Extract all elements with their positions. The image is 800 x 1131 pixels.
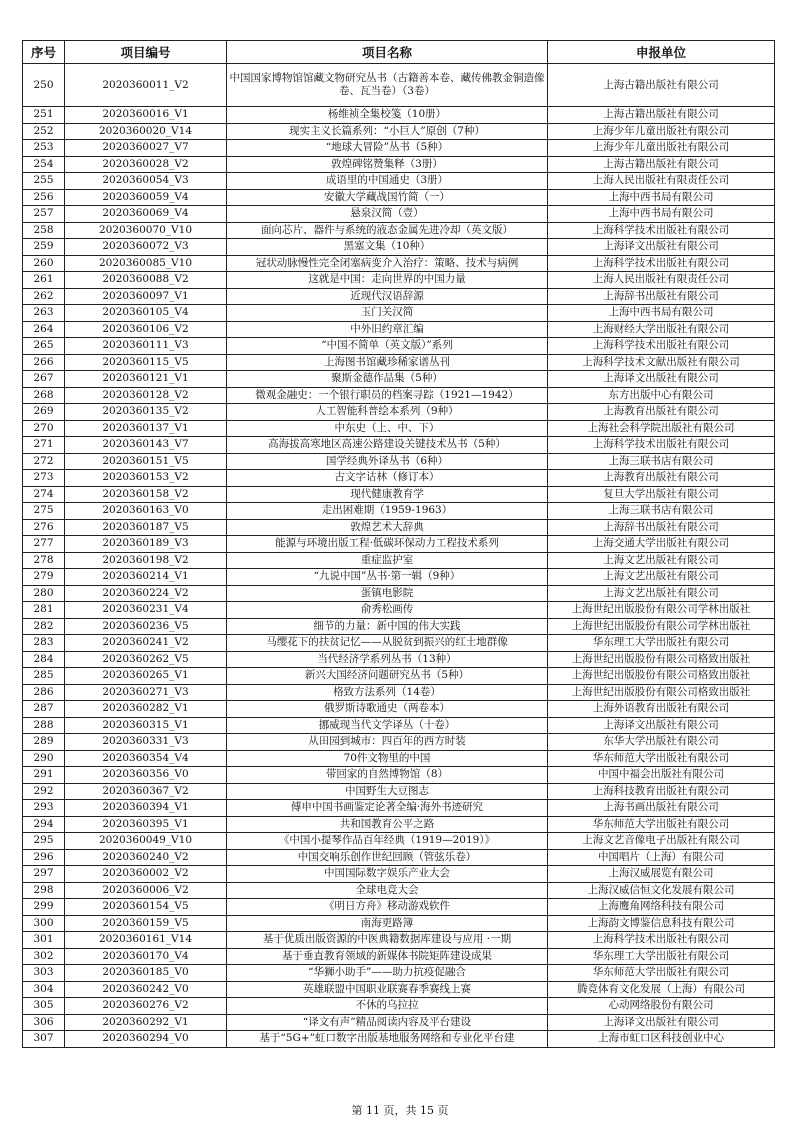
- row-applicant-unit: 东华大学出版社有限公司: [548, 734, 775, 751]
- table-row: [23, 272, 775, 289]
- row-applicant-unit: 上海文艺出版社有限公司: [548, 552, 775, 569]
- row-index: 255: [23, 173, 65, 190]
- row-project-name: 《明日方舟》移动游戏软件: [227, 899, 548, 916]
- row-project-name: 格致方法系列（14卷）: [227, 684, 548, 701]
- row-project-code: 2020360151_V5: [65, 453, 227, 470]
- row-project-code: 2020360276_V2: [65, 998, 227, 1015]
- row-applicant-unit: 上海世纪出版股份有限公司学林出版社: [548, 618, 775, 635]
- row-project-code: 2020360069_V4: [65, 206, 227, 223]
- row-project-code: 2020360072_V3: [65, 239, 227, 256]
- row-project-code: 2020360231_V4: [65, 602, 227, 619]
- row-applicant-unit: 上海中西书局有限公司: [548, 206, 775, 223]
- row-index: 300: [23, 915, 65, 932]
- row-project-code: 2020360111_V3: [65, 338, 227, 355]
- row-applicant-unit: 上海译文出版社有限公司: [548, 239, 775, 256]
- row-project-name: 能源与环境出版工程·低碳环保动力工程技术系列: [227, 536, 548, 553]
- table-row: [23, 519, 775, 536]
- row-project-name: 人工智能科普绘本系列（9种）: [227, 404, 548, 421]
- row-project-code: 2020360016_V1: [65, 107, 227, 124]
- table-row: [23, 833, 775, 850]
- row-project-name: 当代经济学系列丛书（13种）: [227, 651, 548, 668]
- row-index: 307: [23, 1031, 65, 1048]
- row-project-code: 2020360331_V3: [65, 734, 227, 751]
- row-applicant-unit: 上海科学技术出版社有限公司: [548, 437, 775, 454]
- row-applicant-unit: 上海财经大学出版社有限公司: [548, 321, 775, 338]
- row-project-code: 2020360367_V2: [65, 783, 227, 800]
- row-applicant-unit: 华东师范大学出版社有限公司: [548, 965, 775, 982]
- table-row: [23, 602, 775, 619]
- row-project-code: 2020360294_V0: [65, 1031, 227, 1048]
- row-index: 272: [23, 453, 65, 470]
- row-index: 286: [23, 684, 65, 701]
- row-applicant-unit: 上海三联书店有限公司: [548, 453, 775, 470]
- row-project-code: 2020360121_V1: [65, 371, 227, 388]
- row-project-name: 挪威现当代文学译丛（十卷）: [227, 717, 548, 734]
- table-row: [23, 453, 775, 470]
- row-index: 283: [23, 635, 65, 652]
- table-row: [23, 800, 775, 817]
- row-project-name: 敦煌碑铭赞集释（3册）: [227, 156, 548, 173]
- row-project-code: 2020360236_V5: [65, 618, 227, 635]
- row-index: 278: [23, 552, 65, 569]
- row-project-name: “九说中国”丛书·第一辑（9种）: [227, 569, 548, 586]
- row-project-code: 2020360059_V4: [65, 189, 227, 206]
- table-row: [23, 437, 775, 454]
- row-index: 288: [23, 717, 65, 734]
- row-project-name: 傅申中国书画鉴定论著全编·海外书迹研究: [227, 800, 548, 817]
- row-index: 277: [23, 536, 65, 553]
- row-applicant-unit: 上海世纪出版股份有限公司格致出版社: [548, 651, 775, 668]
- row-applicant-unit: 上海译文出版社有限公司: [548, 1014, 775, 1031]
- row-project-code: 2020360006_V2: [65, 882, 227, 899]
- row-project-name: 细节的力量：新中国的伟大实践: [227, 618, 548, 635]
- row-index: 267: [23, 371, 65, 388]
- row-project-code: 2020360189_V3: [65, 536, 227, 553]
- row-project-name: 全球电竞大会: [227, 882, 548, 899]
- row-applicant-unit: 华东理工大学出版社有限公司: [548, 948, 775, 965]
- table-row: [23, 635, 775, 652]
- row-project-name: 悬泉汉简（壹）: [227, 206, 548, 223]
- row-project-name: 成语里的中国通史（3册）: [227, 173, 548, 190]
- row-index: 274: [23, 486, 65, 503]
- table-row: [23, 255, 775, 272]
- row-index: 260: [23, 255, 65, 272]
- row-project-code: 2020360240_V2: [65, 849, 227, 866]
- row-project-code: 2020360054_V3: [65, 173, 227, 190]
- row-project-name: “华狮小助手”——助力抗疫促融合: [227, 965, 548, 982]
- row-index: 280: [23, 585, 65, 602]
- row-project-name: 蛋镇电影院: [227, 585, 548, 602]
- row-index: 270: [23, 420, 65, 437]
- row-index: 263: [23, 305, 65, 322]
- row-project-code: 2020360170_V4: [65, 948, 227, 965]
- table-row: [23, 618, 775, 635]
- row-project-name: 基于优质出版资源的中医典籍数据库建设与应用 ·一期: [227, 932, 548, 949]
- row-index: 301: [23, 932, 65, 949]
- row-project-code: 2020360011_V2: [65, 64, 227, 107]
- table-row: [23, 569, 775, 586]
- row-project-name: 带回家的自然博物馆（8）: [227, 767, 548, 784]
- row-index: 264: [23, 321, 65, 338]
- row-project-code: 2020360214_V1: [65, 569, 227, 586]
- row-applicant-unit: 上海古籍出版社有限公司: [548, 64, 775, 107]
- row-index: 290: [23, 750, 65, 767]
- row-applicant-unit: 上海鹰角网络科技有限公司: [548, 899, 775, 916]
- row-project-code: 2020360135_V2: [65, 404, 227, 421]
- row-applicant-unit: 上海交通大学出版社有限公司: [548, 536, 775, 553]
- table-row: [23, 1014, 775, 1031]
- table-header-row: [23, 41, 775, 64]
- row-project-code: 2020360187_V5: [65, 519, 227, 536]
- row-applicant-unit: 上海少年儿童出版社有限公司: [548, 123, 775, 140]
- table-row: [23, 189, 775, 206]
- table-row: [23, 64, 775, 107]
- row-project-code: 2020360154_V5: [65, 899, 227, 916]
- table-row: [23, 503, 775, 520]
- row-project-code: 2020360185_V0: [65, 965, 227, 982]
- row-index: 268: [23, 387, 65, 404]
- row-index: 285: [23, 668, 65, 685]
- row-project-name: 从田园到城市：四百年的西方时装: [227, 734, 548, 751]
- row-project-code: 2020360105_V4: [65, 305, 227, 322]
- row-project-name: 新兴大国经济问题研究丛书（5种）: [227, 668, 548, 685]
- row-applicant-unit: 上海科学技术出版社有限公司: [548, 222, 775, 239]
- table-row: [23, 750, 775, 767]
- row-index: 253: [23, 140, 65, 157]
- row-project-code: 2020360262_V5: [65, 651, 227, 668]
- row-index: 294: [23, 816, 65, 833]
- row-index: 297: [23, 866, 65, 883]
- row-applicant-unit: 上海市虹口区科技创业中心: [548, 1031, 775, 1048]
- row-project-name: 这就是中国：走向世界的中国力量: [227, 272, 548, 289]
- table-row: [23, 338, 775, 355]
- table-row: [23, 354, 775, 371]
- row-index: 259: [23, 239, 65, 256]
- row-applicant-unit: 上海中西书局有限公司: [548, 189, 775, 206]
- row-project-name: 中东史（上、中、下）: [227, 420, 548, 437]
- row-project-name: 玉门关汉简: [227, 305, 548, 322]
- table-row: [23, 404, 775, 421]
- table-row: [23, 107, 775, 124]
- table-row: [23, 371, 775, 388]
- row-applicant-unit: 上海古籍出版社有限公司: [548, 107, 775, 124]
- row-project-name: 基于垂直教育领域的新媒体书院矩阵建设成果: [227, 948, 548, 965]
- table-row: [23, 998, 775, 1015]
- row-project-name: 走出困难期（1959-1963）: [227, 503, 548, 520]
- row-project-code: 2020360241_V2: [65, 635, 227, 652]
- row-project-code: 2020360128_V2: [65, 387, 227, 404]
- row-project-code: 2020360292_V1: [65, 1014, 227, 1031]
- row-index: 275: [23, 503, 65, 520]
- row-applicant-unit: 上海文艺出版社有限公司: [548, 585, 775, 602]
- row-project-name: 现实主义长篇系列：“小巨人”原创（7种）: [227, 123, 548, 140]
- table-row: [23, 140, 775, 157]
- table-body: [23, 64, 775, 1048]
- row-project-code: 2020360153_V2: [65, 470, 227, 487]
- row-project-name: 冠状动脉慢性完全闭塞病变介入治疗：策略、技术与病例: [227, 255, 548, 272]
- row-project-code: 2020360070_V10: [65, 222, 227, 239]
- table-row: [23, 206, 775, 223]
- row-project-name: 基于“5G+”虹口数字出版基地服务网络和专业化平台建: [227, 1031, 548, 1048]
- header-index: 序号: [23, 41, 65, 64]
- row-project-name: 中外旧约章汇编: [227, 321, 548, 338]
- page-footer: 第 11 页，共 15 页: [351, 1104, 449, 1117]
- row-project-name: 俄罗斯诗歌通史（两卷本）: [227, 701, 548, 718]
- row-project-name: 上海图书馆藏珍稀家谱丛刊: [227, 354, 548, 371]
- row-project-name: 古文字诂林（修订本）: [227, 470, 548, 487]
- row-project-code: 2020360027_V7: [65, 140, 227, 157]
- row-project-name: 70件文物里的中国: [227, 750, 548, 767]
- row-applicant-unit: 上海外语教育出版社有限公司: [548, 701, 775, 718]
- table-row: [23, 684, 775, 701]
- row-index: 296: [23, 849, 65, 866]
- table-row: [23, 222, 775, 239]
- table-row: [23, 536, 775, 553]
- row-applicant-unit: 华东理工大学出版社有限公司: [548, 635, 775, 652]
- row-project-code: 2020360097_V1: [65, 288, 227, 305]
- row-index: 266: [23, 354, 65, 371]
- table-row: [23, 701, 775, 718]
- row-applicant-unit: 上海译文出版社有限公司: [548, 717, 775, 734]
- row-index: 289: [23, 734, 65, 751]
- row-index: 287: [23, 701, 65, 718]
- row-project-name: 俞秀松画传: [227, 602, 548, 619]
- row-applicant-unit: 上海科学技术出版社有限公司: [548, 932, 775, 949]
- row-project-code: 2020360106_V2: [65, 321, 227, 338]
- row-index: 291: [23, 767, 65, 784]
- header-project-name: 项目名称: [227, 41, 548, 64]
- row-project-name: 《中国小提琴作品百年经典（1919—2019）》: [227, 833, 548, 850]
- row-applicant-unit: 上海辞书出版社有限公司: [548, 288, 775, 305]
- table-row: [23, 915, 775, 932]
- row-project-name: 杨维祯全集校笺（10册）: [227, 107, 548, 124]
- row-project-code: 2020360020_V14: [65, 123, 227, 140]
- row-project-code: 2020360088_V2: [65, 272, 227, 289]
- row-project-code: 2020360049_V10: [65, 833, 227, 850]
- project-table-container: [22, 40, 775, 1048]
- row-applicant-unit: 上海科学技术文献出版社有限公司: [548, 354, 775, 371]
- row-index: 254: [23, 156, 65, 173]
- row-applicant-unit: 上海汉威信恒文化发展有限公司: [548, 882, 775, 899]
- table-row: [23, 882, 775, 899]
- row-project-name: “译文有声”精品阅读内容及平台建设: [227, 1014, 548, 1031]
- row-applicant-unit: 上海世纪出版股份有限公司格致出版社: [548, 684, 775, 701]
- row-project-name: 微观金融史：一个银行职员的档案寻踪（1921—1942）: [227, 387, 548, 404]
- row-project-name: 面向芯片、器件与系统的液态金属先进冷却（英文版）: [227, 222, 548, 239]
- row-applicant-unit: 上海古籍出版社有限公司: [548, 156, 775, 173]
- row-applicant-unit: 上海书画出版社有限公司: [548, 800, 775, 817]
- table-row: [23, 552, 775, 569]
- row-project-code: 2020360265_V1: [65, 668, 227, 685]
- row-project-name: 中国国际数字娱乐产业大会: [227, 866, 548, 883]
- table-row: [23, 651, 775, 668]
- row-index: 281: [23, 602, 65, 619]
- row-applicant-unit: 上海科学技术出版社有限公司: [548, 255, 775, 272]
- row-index: 299: [23, 899, 65, 916]
- row-index: 257: [23, 206, 65, 223]
- row-index: 282: [23, 618, 65, 635]
- row-applicant-unit: 中国中福会出版社有限公司: [548, 767, 775, 784]
- row-index: 303: [23, 965, 65, 982]
- row-index: 284: [23, 651, 65, 668]
- row-project-name: 中国野生大豆图志: [227, 783, 548, 800]
- row-project-name: 不休的乌拉拉: [227, 998, 548, 1015]
- table-row: [23, 288, 775, 305]
- row-index: 295: [23, 833, 65, 850]
- table-row: [23, 173, 775, 190]
- row-project-code: 2020360315_V1: [65, 717, 227, 734]
- row-project-name: 国学经典外译丛书（6种）: [227, 453, 548, 470]
- row-project-name: 中国国家博物馆馆藏文物研究丛书（古籍善本卷、藏传佛教金铜造像卷、瓦当卷）（3卷）: [227, 64, 548, 107]
- row-project-name: 高海拔高寒地区高速公路建设关键技术丛书（5种）: [227, 437, 548, 454]
- row-index: 251: [23, 107, 65, 124]
- row-applicant-unit: 上海三联书店有限公司: [548, 503, 775, 520]
- row-index: 269: [23, 404, 65, 421]
- table-row: [23, 321, 775, 338]
- row-project-code: 2020360137_V1: [65, 420, 227, 437]
- row-applicant-unit: 上海文艺音像电子出版社有限公司: [548, 833, 775, 850]
- table-row: [23, 305, 775, 322]
- table-row: [23, 239, 775, 256]
- row-index: 258: [23, 222, 65, 239]
- row-applicant-unit: 上海文艺出版社有限公司: [548, 569, 775, 586]
- row-project-code: 2020360395_V1: [65, 816, 227, 833]
- row-index: 276: [23, 519, 65, 536]
- row-project-name: 敦煌艺术大辞典: [227, 519, 548, 536]
- row-index: 265: [23, 338, 65, 355]
- row-applicant-unit: 上海辞书出版社有限公司: [548, 519, 775, 536]
- table-row: [23, 849, 775, 866]
- row-applicant-unit: 上海韵文博鉴信息科技有限公司: [548, 915, 775, 932]
- row-applicant-unit: 上海科学技术出版社有限公司: [548, 338, 775, 355]
- row-index: 304: [23, 981, 65, 998]
- row-applicant-unit: 上海教育出版社有限公司: [548, 404, 775, 421]
- row-index: 298: [23, 882, 65, 899]
- row-applicant-unit: 中国唱片（上海）有限公司: [548, 849, 775, 866]
- row-project-code: 2020360159_V5: [65, 915, 227, 932]
- row-project-name: 黑塞文集（10种）: [227, 239, 548, 256]
- row-project-name: 聚斯金德作品集（5种）: [227, 371, 548, 388]
- table-row: [23, 420, 775, 437]
- table-row: [23, 932, 775, 949]
- table-row: [23, 783, 775, 800]
- row-project-code: 2020360356_V0: [65, 767, 227, 784]
- row-applicant-unit: 华东师范大学出版社有限公司: [548, 816, 775, 833]
- table-row: [23, 767, 775, 784]
- table-row: [23, 866, 775, 883]
- header-applicant-unit: 申报单位: [548, 41, 775, 64]
- row-applicant-unit: 上海教育出版社有限公司: [548, 470, 775, 487]
- row-project-name: 马缨花下的扶贫记忆——从脱贫到振兴的红土地群像: [227, 635, 548, 652]
- row-applicant-unit: 上海世纪出版股份有限公司学林出版社: [548, 602, 775, 619]
- table-row: [23, 123, 775, 140]
- row-project-code: 2020360198_V2: [65, 552, 227, 569]
- table-row: [23, 585, 775, 602]
- row-project-name: 近现代汉语辞源: [227, 288, 548, 305]
- row-project-code: 2020360242_V0: [65, 981, 227, 998]
- row-project-code: 2020360354_V4: [65, 750, 227, 767]
- row-applicant-unit: 上海少年儿童出版社有限公司: [548, 140, 775, 157]
- row-index: 262: [23, 288, 65, 305]
- table-row: [23, 948, 775, 965]
- table-row: [23, 387, 775, 404]
- row-project-code: 2020360115_V5: [65, 354, 227, 371]
- row-applicant-unit: 上海世纪出版股份有限公司格致出版社: [548, 668, 775, 685]
- row-project-name: 重症监护室: [227, 552, 548, 569]
- row-project-name: 南海更路簿: [227, 915, 548, 932]
- row-index: 271: [23, 437, 65, 454]
- row-applicant-unit: 上海中西书局有限公司: [548, 305, 775, 322]
- table-row: [23, 981, 775, 998]
- row-project-name: 中国交响乐创作世纪回顾（管弦乐卷）: [227, 849, 548, 866]
- table-row: [23, 717, 775, 734]
- row-project-code: 2020360271_V3: [65, 684, 227, 701]
- row-project-code: 2020360085_V10: [65, 255, 227, 272]
- row-index: 273: [23, 470, 65, 487]
- row-project-code: 2020360163_V0: [65, 503, 227, 520]
- row-index: 305: [23, 998, 65, 1015]
- table-row: [23, 816, 775, 833]
- row-project-code: 2020360161_V14: [65, 932, 227, 949]
- header-project-code: 项目编号: [65, 41, 227, 64]
- table-row: [23, 486, 775, 503]
- row-project-name: “中国不简单（英文版）”系列: [227, 338, 548, 355]
- row-applicant-unit: 上海人民出版社有限责任公司: [548, 173, 775, 190]
- row-applicant-unit: 复旦大学出版社有限公司: [548, 486, 775, 503]
- table-row: [23, 734, 775, 751]
- row-project-code: 2020360158_V2: [65, 486, 227, 503]
- row-index: 252: [23, 123, 65, 140]
- row-index: 306: [23, 1014, 65, 1031]
- row-index: 279: [23, 569, 65, 586]
- row-project-name: 共和国教育公平之路: [227, 816, 548, 833]
- row-index: 250: [23, 64, 65, 107]
- row-project-name: 英雄联盟中国职业联赛春季赛线上赛: [227, 981, 548, 998]
- row-project-code: 2020360224_V2: [65, 585, 227, 602]
- table-row: [23, 899, 775, 916]
- row-applicant-unit: 上海译文出版社有限公司: [548, 371, 775, 388]
- row-project-code: 2020360282_V1: [65, 701, 227, 718]
- row-project-code: 2020360394_V1: [65, 800, 227, 817]
- row-applicant-unit: 上海人民出版社有限责任公司: [548, 272, 775, 289]
- row-index: 292: [23, 783, 65, 800]
- row-index: 256: [23, 189, 65, 206]
- table-row: [23, 668, 775, 685]
- row-applicant-unit: 上海科技教育出版社有限公司: [548, 783, 775, 800]
- row-applicant-unit: 东方出版中心有限公司: [548, 387, 775, 404]
- table-row: [23, 965, 775, 982]
- row-applicant-unit: 上海汉威展览有限公司: [548, 866, 775, 883]
- row-index: 261: [23, 272, 65, 289]
- row-project-code: 2020360028_V2: [65, 156, 227, 173]
- row-project-code: 2020360143_V7: [65, 437, 227, 454]
- table-row: [23, 1031, 775, 1048]
- row-applicant-unit: 心动网络股份有限公司: [548, 998, 775, 1015]
- table-row: [23, 470, 775, 487]
- row-applicant-unit: 腾竞体育文化发展（上海）有限公司: [548, 981, 775, 998]
- row-index: 302: [23, 948, 65, 965]
- row-project-name: “地球大冒险”丛书（5种）: [227, 140, 548, 157]
- row-project-code: 2020360002_V2: [65, 866, 227, 883]
- row-project-name: 安徽大学藏战国竹简（一）: [227, 189, 548, 206]
- row-project-name: 现代健康教育学: [227, 486, 548, 503]
- row-applicant-unit: 华东师范大学出版社有限公司: [548, 750, 775, 767]
- project-table: [22, 40, 775, 1048]
- row-index: 293: [23, 800, 65, 817]
- row-applicant-unit: 上海社会科学院出版社有限公司: [548, 420, 775, 437]
- table-row: [23, 156, 775, 173]
